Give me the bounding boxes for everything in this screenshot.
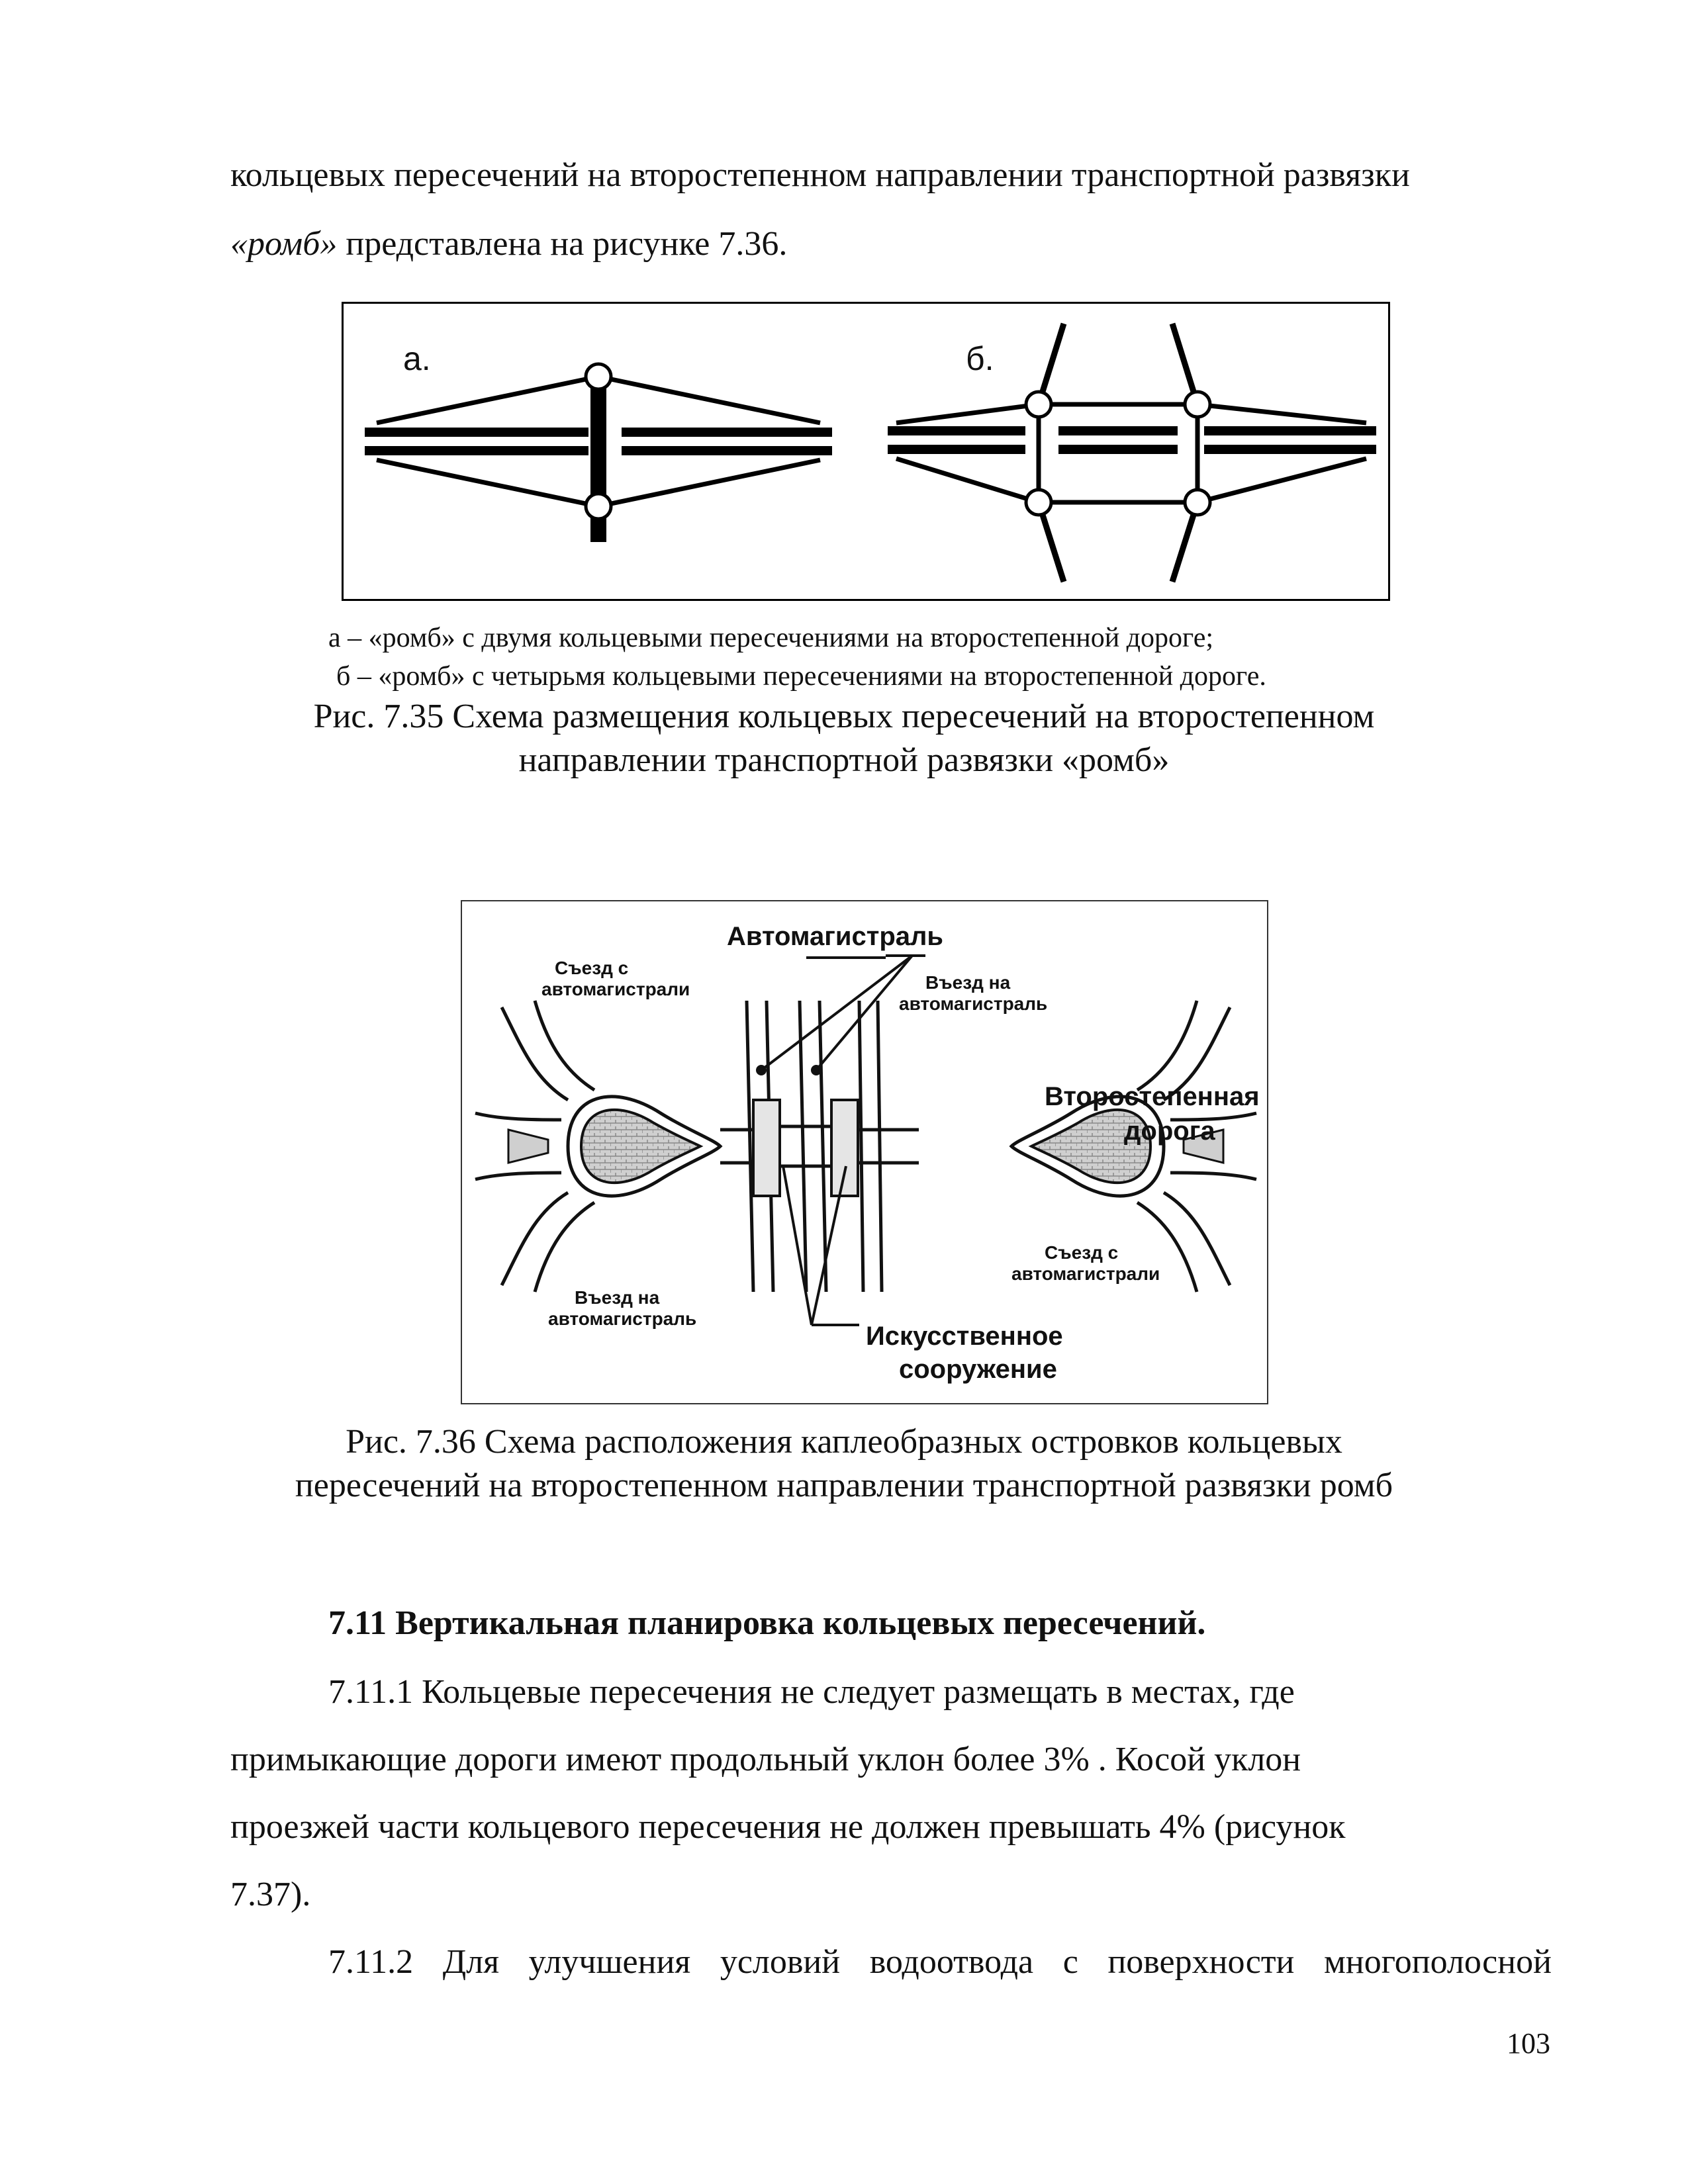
- figure-label-a: а.: [403, 340, 431, 377]
- figure-label-b: б.: [966, 340, 994, 377]
- rhombus-interchange-diagrams: [344, 304, 1392, 603]
- label-exit-right-2: автомагистрали: [1011, 1263, 1160, 1284]
- p1-line-3: проезжей части кольцевого пересечения не должен превышать 4% (рисунок: [230, 1808, 1346, 1846]
- intro-line-2-rest: представлена на рисунке 7.36.: [337, 225, 788, 263]
- p2-word: условий: [720, 1943, 841, 1981]
- p1-line-4: 7.37).: [230, 1876, 311, 1913]
- teardrop-islands-diagram: [462, 901, 1270, 1406]
- intro-italic-term: «ромб»: [230, 225, 338, 263]
- intro-line-2: [230, 225, 787, 263]
- figure-736-title-line-2: пересечений на второстепенном направлении транспортной развязки ромб: [295, 1467, 1393, 1504]
- intro-line-1: кольцевых пересечений на второстепенном направлении транспортной развязки: [230, 156, 1410, 194]
- p2-word: поверхности: [1107, 1943, 1295, 1981]
- label-entry-left-2: автомагистраль: [548, 1308, 697, 1329]
- label-exit-left-1: Съезд с: [555, 958, 629, 978]
- left-teardrop-roundabout: [475, 1001, 720, 1292]
- label-highway: Автомагистраль: [727, 922, 943, 951]
- figure-7-36: [461, 900, 1268, 1404]
- label-structure-2: сооружение: [899, 1355, 1057, 1384]
- p2-word: водоотвода: [869, 1943, 1034, 1981]
- label-entry-right-2: автомагистраль: [899, 993, 1048, 1014]
- p2-word: многополосной: [1324, 1943, 1552, 1981]
- p2-line-1: [328, 1943, 1552, 1981]
- p1-line-1: 7.11.1 Кольцевые пересечения не следует размещать в местах, где: [328, 1673, 1295, 1711]
- p2-word: с: [1062, 1943, 1078, 1981]
- figure-735-title-line-2: направлении транспортной развязки «ромб»: [518, 741, 1170, 779]
- page-number: 103: [1507, 2027, 1550, 2060]
- p2-word: Для: [442, 1943, 500, 1981]
- label-structure-1: Искусственное: [866, 1322, 1063, 1351]
- section-heading: 7.11 Вертикальная планировка кольцевых пересечений.: [328, 1604, 1206, 1642]
- diagram-b-four-roundabouts: [888, 324, 1376, 582]
- label-entry-right-1: Въезд на: [925, 972, 1011, 993]
- figure-7-35: [342, 302, 1390, 601]
- label-secondary-2: дорога: [1124, 1116, 1215, 1146]
- figure-735-caption-a: а – «ромб» с двумя кольцевыми пересечениями на второстепенной дороге;: [328, 623, 1214, 653]
- p1-line-2: примыкающие дороги имеют продольный уклон более 3% . Косой уклон: [230, 1741, 1301, 1778]
- p2-word: улучшения: [528, 1943, 691, 1981]
- figure-736-title-line-1: Рис. 7.36 Схема расположения каплеобразных островков кольцевых: [346, 1423, 1342, 1461]
- label-exit-left-2: автомагистрали: [541, 979, 690, 999]
- diagram-a-two-roundabouts: [365, 364, 832, 542]
- p2-word: 7.11.2: [328, 1943, 414, 1981]
- figure-735-title-line-1: Рис. 7.35 Схема размещения кольцевых пересечений на второстепенном: [313, 698, 1375, 735]
- label-entry-left-1: Въезд на: [575, 1287, 660, 1308]
- label-exit-right-1: Съезд с: [1045, 1242, 1119, 1263]
- figure-735-caption-b: б – «ромб» с четырьмя кольцевыми пересечениями на второстепенной дороге.: [336, 661, 1266, 692]
- label-secondary-1: Второстепенная: [1045, 1082, 1260, 1111]
